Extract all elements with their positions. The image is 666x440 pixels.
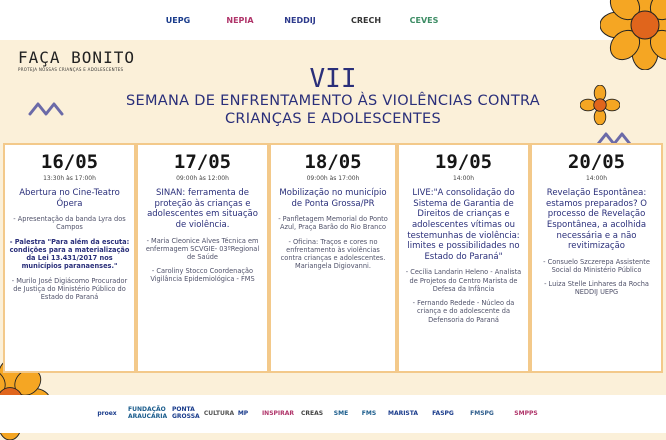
day-title: Revelação Espontânea: estamos preparados? O processo de Revelação Espontânea, a acolhida necessária e a não revitimização <box>546 188 647 252</box>
day-column-20-05 <box>530 143 663 373</box>
nepia-logo: NEPIA <box>226 15 254 25</box>
brand-subtitle: PROTEJA NOSSAS CRIANÇAS E ADOLESCENTES <box>18 67 124 72</box>
day-column-19-05 <box>397 143 530 373</box>
event-title-line1: SEMANA DE ENFRENTAMENTO ÀS VIOLÊNCIAS CONTRA <box>126 93 540 109</box>
sme-logo: SME <box>333 409 349 417</box>
schedule-columns <box>3 143 663 373</box>
fundacao-araucaria-logo: FUNDAÇÃO ARAUCÁRIA <box>128 406 168 420</box>
marista-logo: MARISTA <box>387 409 419 417</box>
proex-logo: proex <box>97 409 117 417</box>
day-time: 14:00h <box>452 175 475 182</box>
header-logo-bar <box>0 0 666 40</box>
day-item: - Maria Cleonice Alves Técnica em enfermagem SCVGIE- 03ºRegional de Saúde <box>145 236 260 261</box>
day-date: 19/05 <box>434 151 493 173</box>
ministerio-publico-logo: MP <box>237 409 249 417</box>
day-column-16-05 <box>3 143 136 373</box>
day-item: - Consuelo Szczerepa Assistente Social do Ministério Público <box>543 257 650 274</box>
day-title: Abertura no Cine-Teatro Ópera <box>19 188 120 209</box>
day-item: - Cecília Landarin Heleno - Analista de Projetos do Centro Marista de Defesa da Infância <box>405 268 522 293</box>
event-title-line2: CRIANÇAS E ADOLESCENTES <box>224 111 442 127</box>
day-time: 13:30h às 17:00h <box>43 175 96 182</box>
creas-logo: CREAS <box>300 409 324 417</box>
day-time: 14:00h <box>585 175 608 182</box>
day-item: - Caroliny Stocco Coordenação Vigilância Epidemiológica - FMS <box>150 267 255 284</box>
day-date: 20/05 <box>567 151 626 173</box>
day-date: 17/05 <box>173 151 232 173</box>
neddij-logo: NEDDIJ <box>284 15 316 25</box>
edition-number: VII <box>309 64 357 94</box>
cultura-logo: CULTURA <box>203 409 235 417</box>
ceves-logo: CEVES <box>409 15 439 25</box>
brand-title: FAÇA BONITO <box>18 48 135 67</box>
day-item: - Luiza Stelle Linhares da Rocha NEDDIJ UEPG <box>544 280 649 297</box>
day-item: - Oficina: Traços e cores no enfrentamento às violências contra crianças e adolescentes. Mariangela Digiovanni. <box>280 237 386 271</box>
fms-logo: FMS <box>361 409 377 417</box>
faspg-logo: FASPG <box>432 409 454 417</box>
day-time: 09:00h às 12:00h <box>176 175 229 182</box>
day-column-18-05 <box>269 143 397 373</box>
smpps-logo: SMPPS <box>514 409 538 417</box>
flower-top-right <box>600 0 666 70</box>
day-time: 09:00h às 17:00h <box>306 175 360 182</box>
ponta-grossa-logo: PONTA GROSSA <box>172 406 200 420</box>
day-date: 18/05 <box>304 151 362 173</box>
uepg-logo: UEPG <box>165 15 191 25</box>
day-title: LIVE:"A consolidação do Sistema de Garantia de Direitos de crianças e adolescentes vítimas ou testemunhas de violência: limites e possibilidades no Estado do Paraná" <box>407 188 520 262</box>
day-title: SINAN: ferramenta de proteção às crianças e adolescentes em situação de violência. <box>147 188 258 230</box>
day-item: - Panfletagem Memorial do Ponto Azul, Praça Barão do Rio Branco <box>278 215 388 232</box>
day-item-bold: - Palestra "Para além da escuta: condições para a materialização da Lei 13.431/2017 nos municípios paranaenses." <box>9 237 130 271</box>
footer-logo-bar <box>0 395 666 433</box>
inspirar-logo: INSPIRAR <box>261 409 295 417</box>
day-item: - Murilo José Digiácomo Procurador de Justiça do Ministério Público do Estado do Paraná <box>11 276 128 302</box>
day-item: - Fernando Redede - Núcleo da criança e do adolescente da Defensoria do Paraná <box>412 299 515 324</box>
day-item: - Apresentação da banda Lyra dos Campos <box>13 215 126 232</box>
day-date: 16/05 <box>40 151 99 173</box>
crech-logo: CRECH <box>350 15 382 25</box>
fmspg-logo: FMSPG <box>470 409 494 417</box>
day-column-17-05 <box>136 143 269 373</box>
day-title: Mobilização no município de Ponta Grossa/PR <box>279 188 387 209</box>
